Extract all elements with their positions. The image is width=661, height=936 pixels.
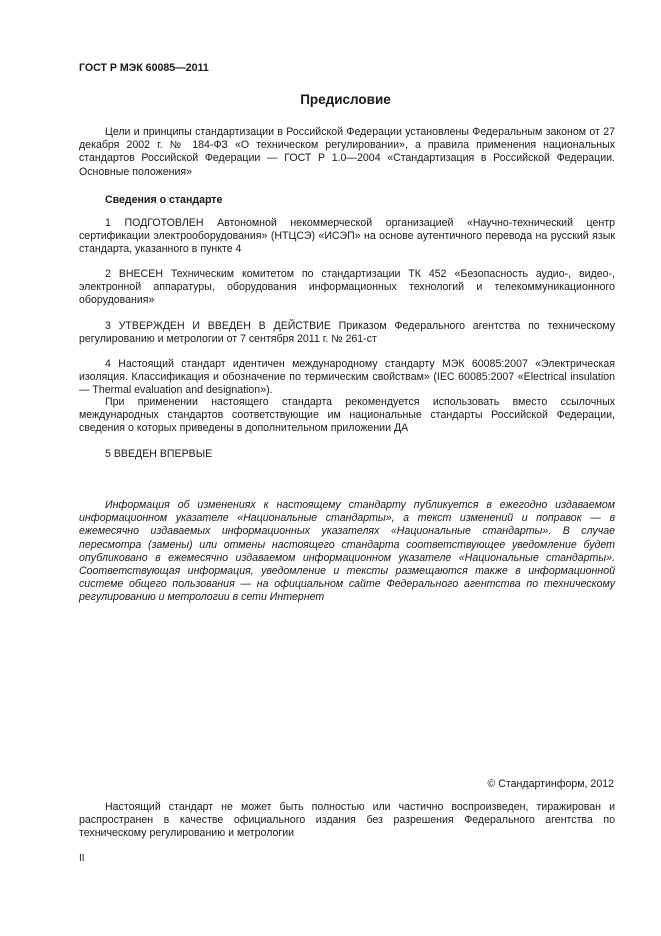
page-title: Предисловие <box>300 92 391 107</box>
document-code: ГОСТ Р МЭК 60085—2011 <box>79 62 209 74</box>
item-5-paragraph: 5 ВВЕДЕН ВПЕРВЫЕ <box>105 448 213 460</box>
item-2-paragraph: 2 ВНЕСЕН Техническим комитетом по стандартизации ТК 452 «Безопасность аудио-, видео-, электронной аппаратуры, оборудования информационных технологий и телекоммуникационного оборудования» <box>79 268 615 307</box>
info-heading: Сведения о стандарте <box>105 194 223 206</box>
changes-info-paragraph: Информация об изменениях к настоящему стандарту публикуется в ежегодно издаваемом информационном указателе «Национальные стандарты», а текст изменений и поправок — в ежемесячно издаваемых информационных указателях «Национальные стандарты». В случае пересмотра (замены) или отмены настоящего стандарта соответствующее уведомление будет опубликовано в ежемесячно издаваемом информационном указателе «Национальные стандарты». Соответствующая информация, уведомление и тексты размещаются также в информационной системе общего пользования — на официальном сайте Федерального агентства по техническому регулированию и метрологии в сети Интернет <box>79 499 615 604</box>
item-4-paragraph: 4 Настоящий стандарт идентичен международному стандарту МЭК 60085:2007 «Электрическая изоляция. Классификация и обозначение по термическим свойствам» (IEC 60085:2007 «Electrical insulation — Thermal evaluation and designation»). <box>79 358 615 397</box>
item-4-note-paragraph: При применении настоящего стандарта рекомендуется использовать вместо ссылочных международных стандартов соответствующие им национальные стандарты Российской Федерации, сведения о которых приведены в дополнительном приложении ДА <box>79 396 615 435</box>
page-number: II <box>79 853 85 864</box>
copyright: © Стандартинформ, 2012 <box>487 778 614 790</box>
item-1-paragraph: 1 ПОДГОТОВЛЕН Автономной некоммерческой организацией «Научно-технический центр сертификации электрооборудования» (НТЦСЭ) «ИСЭП» на основе аутентичного перевода на русский язык стандарта, указанного в пункте 4 <box>79 217 615 256</box>
reproduction-notice: Настоящий стандарт не может быть полностью или частично воспроизведен, тиражирован и распространен в качестве официального издания без разрешения Федерального агентства по техническому регулированию и метрологии <box>79 801 615 840</box>
intro-paragraph: Цели и принципы стандартизации в Российской Федерации установлены Федеральным законом от 27 декабря 2002 г. № 184-ФЗ «О техническом регулировании», а правила применения национальных стандартов Российской Федерации — ГОСТ Р 1.0—2004 «Стандартизация в Российской Федерации. Основные положения» <box>79 126 615 178</box>
item-3-paragraph: 3 УТВЕРЖДЕН И ВВЕДЕН В ДЕЙСТВИЕ Приказом Федерального агентства по техническому регулированию и метрологии от 7 сентября 2011 г. № 261-ст <box>79 320 615 346</box>
